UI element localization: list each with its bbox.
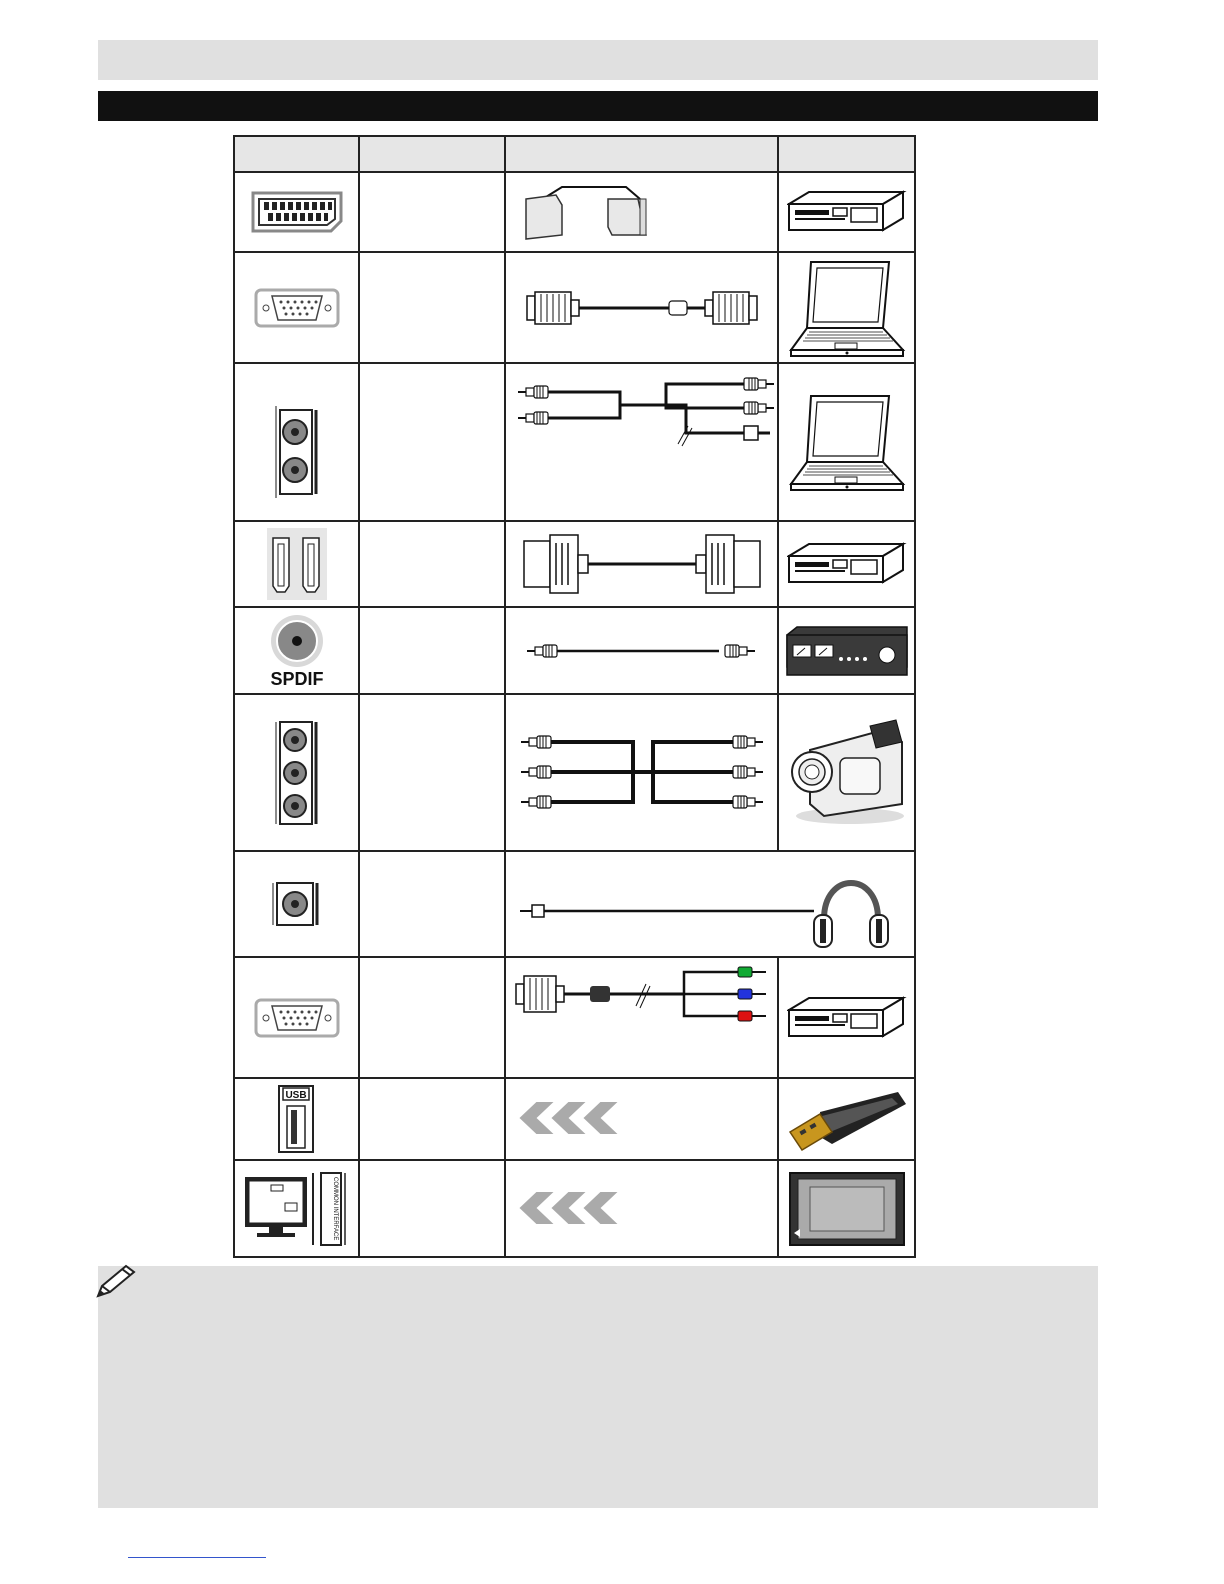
type-cell xyxy=(359,172,505,252)
type-cell xyxy=(359,1078,505,1160)
coaxial-cable-icon xyxy=(505,607,778,694)
header-cell-type xyxy=(359,136,505,172)
table-row xyxy=(234,1078,915,1160)
audio-amplifier-icon xyxy=(778,607,915,694)
dvd-recorder-icon xyxy=(778,172,915,252)
table-row xyxy=(234,252,915,363)
notes-panel xyxy=(98,1266,1098,1508)
ci-module-icon xyxy=(778,1160,915,1257)
table-row xyxy=(234,957,915,1078)
camcorder-icon xyxy=(778,694,915,851)
pc-audio-in-socket-icon xyxy=(234,363,359,521)
usb-label: USB xyxy=(284,1090,307,1101)
header-cell-device xyxy=(778,136,915,172)
section-title-bar xyxy=(98,91,1098,121)
usb-stick-icon xyxy=(778,1078,915,1160)
hdmi-sockets-icon xyxy=(234,521,359,607)
headphones-icon xyxy=(814,883,888,947)
insert-arrows-icon xyxy=(505,1160,778,1257)
dvd-recorder-icon xyxy=(778,521,915,607)
type-cell xyxy=(359,607,505,694)
vga-socket-icon xyxy=(234,252,359,363)
table-row xyxy=(234,521,915,607)
table-row xyxy=(234,172,915,252)
laptop-icon xyxy=(778,252,915,363)
table-row xyxy=(234,694,915,851)
header-cell-connector xyxy=(234,136,359,172)
hdmi-cable-icon xyxy=(505,521,778,607)
rca-to-jack-cable-icon xyxy=(505,363,778,521)
table-header-row xyxy=(234,136,915,172)
footer-link-underline xyxy=(128,1557,266,1558)
header-band xyxy=(98,40,1098,80)
spdif-label: SPDIF xyxy=(269,668,324,689)
table-row xyxy=(234,851,915,957)
headphone-cable-icon xyxy=(505,851,915,957)
connections-table xyxy=(233,135,916,1258)
vga-cable-icon xyxy=(505,252,778,363)
ci-slot-tv-icon xyxy=(234,1160,359,1257)
type-cell xyxy=(359,694,505,851)
spdif-socket-icon xyxy=(234,607,359,694)
pencil-note-icon xyxy=(96,1264,138,1298)
table-row xyxy=(234,363,915,521)
header-cell-cables xyxy=(505,136,778,172)
ypbpr-vga-socket-icon xyxy=(234,957,359,1078)
type-cell xyxy=(359,521,505,607)
type-cell xyxy=(359,851,505,957)
table-row xyxy=(234,1160,915,1257)
insert-arrows-icon xyxy=(505,1078,778,1160)
usb-socket-icon xyxy=(234,1078,359,1160)
scart-cable-icon xyxy=(505,172,778,252)
dvd-recorder-icon xyxy=(778,957,915,1078)
av-rca-cable-icon xyxy=(505,694,778,851)
type-cell xyxy=(359,363,505,521)
laptop-icon xyxy=(778,363,915,521)
type-cell xyxy=(359,252,505,363)
vga-to-component-cable-icon xyxy=(505,957,778,1078)
table-row xyxy=(234,607,915,694)
type-cell xyxy=(359,1160,505,1257)
scart-socket-icon xyxy=(234,172,359,252)
type-cell xyxy=(359,957,505,1078)
ci-slot-label: COMMON INTERFACE xyxy=(331,1176,338,1240)
headphone-socket-icon xyxy=(234,851,359,957)
av-sockets-icon xyxy=(234,694,359,851)
